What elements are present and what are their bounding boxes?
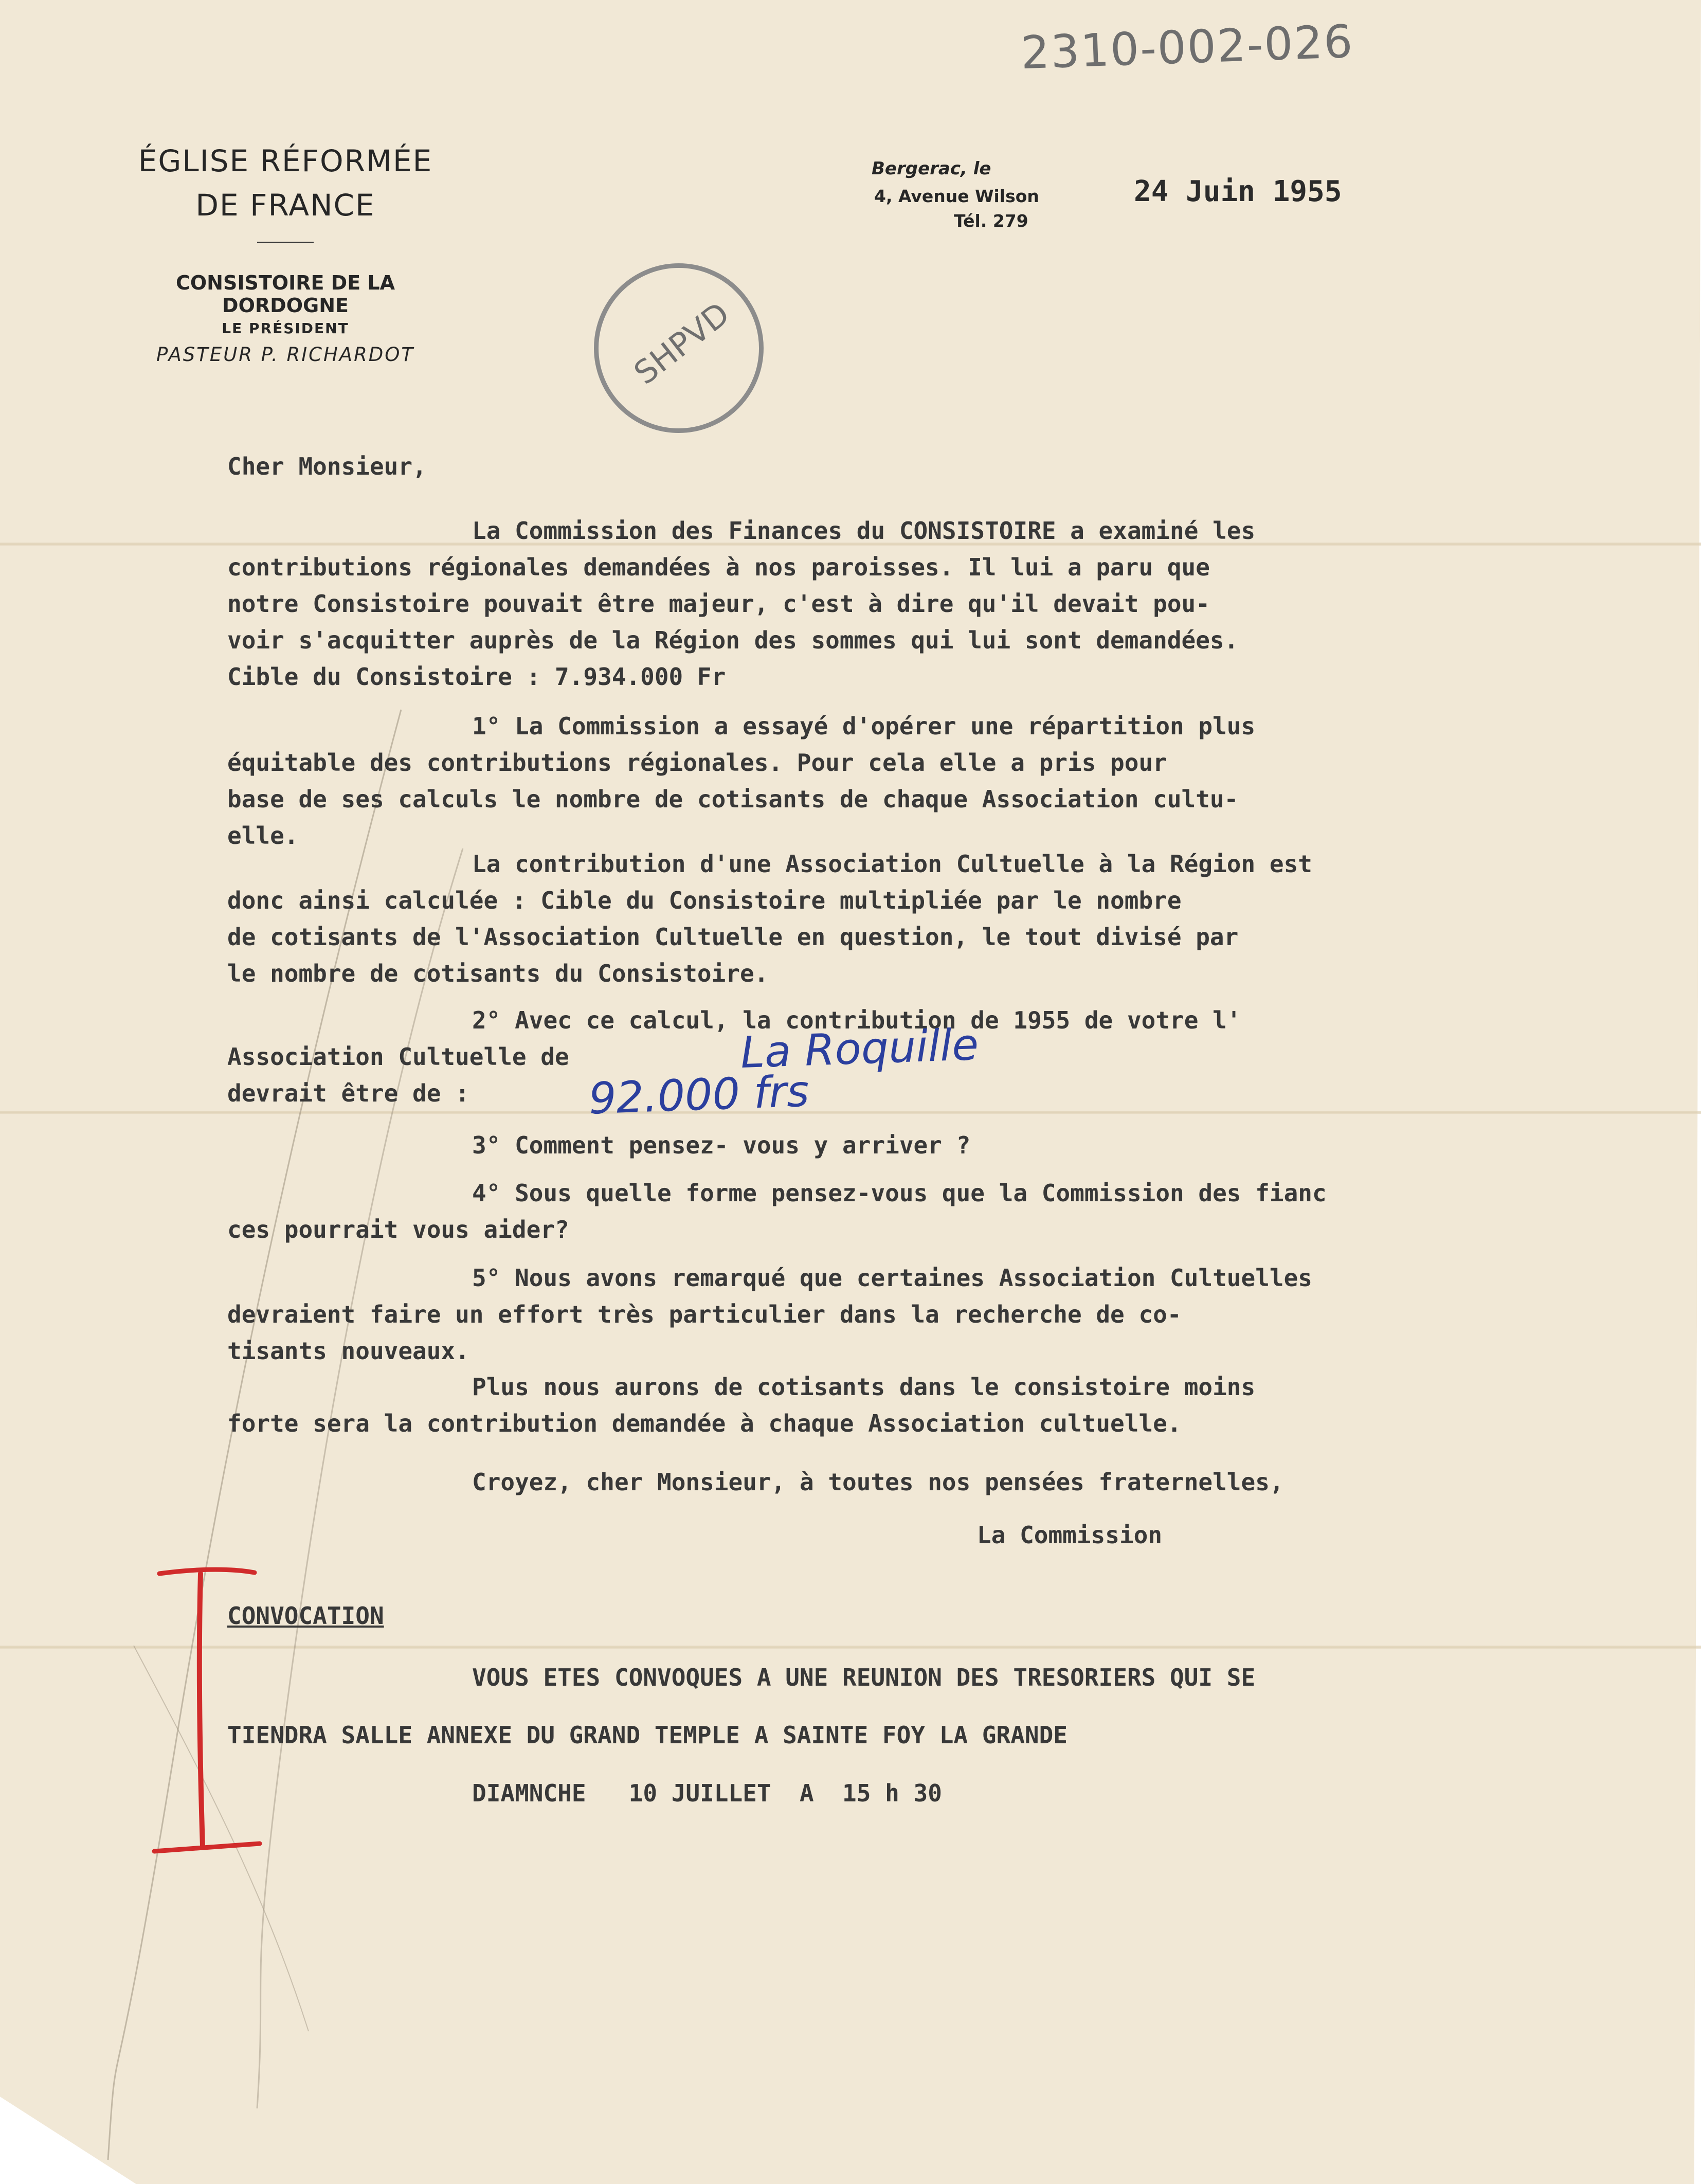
- archive-stamp: [594, 263, 764, 433]
- convocation-title: CONVOCATION: [227, 1602, 384, 1630]
- letterhead-divider: [257, 242, 314, 243]
- body-p7-line1: 5° Nous avons remarqué que certaines Association Cultuelles: [472, 1264, 1312, 1292]
- letterhead-president-name: PASTEUR P. RICHARDOT: [156, 344, 415, 366]
- signature: La Commission: [977, 1521, 1163, 1549]
- body-p4-line1: 2° Avec ce calcul, la contribution de 1955 de votre l': [472, 1006, 1241, 1034]
- body-p1-line5: Cible du Consistoire : 7.934.000 Fr: [227, 663, 726, 691]
- body-p3-line3: de cotisants de l'Association Cultuelle en question, le tout divisé par: [227, 923, 1239, 951]
- body-p2-line1: 1° La Commission a essayé d'opérer une répartition plus: [472, 712, 1256, 740]
- body-p6-line1: 4° Sous quelle forme pensez-vous que la Commission des fianc: [472, 1179, 1327, 1207]
- body-p1-line4: voir s'acquitter auprès de la Région des sommes qui lui sont demandées.: [227, 626, 1239, 654]
- salutation: Cher Monsieur,: [227, 453, 427, 480]
- body-p3-line1: La contribution d'une Association Cultuelle à la Région est: [472, 850, 1312, 878]
- archive-number: 2310-002-026: [1020, 14, 1354, 80]
- address-city: Bergerac, le: [872, 158, 991, 179]
- body-p3-line2: donc ainsi calculée : Cible du Consistoire multipliée par le nombre: [227, 887, 1182, 914]
- letter-date: 24 Juin 1955: [1134, 175, 1342, 208]
- body-p4-line3: devrait être de :: [227, 1079, 469, 1107]
- body-p7-line3: tisants nouveaux.: [227, 1337, 469, 1365]
- address-telephone: Tél. 279: [954, 211, 1028, 231]
- body-p3-line4: le nombre de cotisants du Consistoire.: [227, 960, 769, 987]
- body-p7-line2: devraient faire un effort très particulier dans la recherche de co-: [227, 1301, 1182, 1328]
- letterhead-consistory: CONSISTOIRE DE LA DORDOGNE: [175, 272, 395, 317]
- body-p1-line2: contributions régionales demandées à nos paroisses. Il lui a paru que: [227, 553, 1210, 581]
- body-p8-line1: Plus nous aurons de cotisants dans le consistoire moins: [472, 1373, 1256, 1401]
- address-street: 4, Avenue Wilson: [874, 186, 1039, 206]
- body-p1-line1: La Commission des Finances du CONSISTOIRE a examiné les: [472, 517, 1256, 545]
- body-p4-line2: Association Cultuelle de: [227, 1043, 569, 1071]
- handwritten-amount: 92.000 frs: [588, 1066, 810, 1124]
- body-p6-line2: ces pourrait vous aider?: [227, 1216, 569, 1243]
- body-p2-line4: elle.: [227, 822, 299, 850]
- letterhead-church: [111, 139, 460, 227]
- convocation-line3: DIAMNCHE 10 JUILLET A 15 h 30: [472, 1779, 942, 1807]
- body-p5-line1: 3° Comment pensez- vous y arriver ?: [472, 1131, 971, 1159]
- letterhead-president-title: LE PRÉSIDENT: [222, 320, 349, 337]
- convocation-line2: TIENDRA SALLE ANNEXE DU GRAND TEMPLE A SAINTE FOY LA GRANDE: [227, 1721, 1067, 1749]
- handwritten-parish: La Roquille: [739, 1019, 980, 1078]
- convocation-line1: VOUS ETES CONVOQUES A UNE REUNION DES TRESORIERS QUI SE: [472, 1664, 1256, 1691]
- stamp-text: SHPVD: [627, 295, 737, 392]
- body-p2-line2: équitable des contributions régionales. Pour cela elle a pris pour: [227, 749, 1167, 777]
- fold-line: [0, 1111, 1701, 1114]
- body-p8-line2: forte sera la contribution demandée à chaque Association cultuelle.: [227, 1410, 1182, 1437]
- body-p2-line3: base de ses calculs le nombre de cotisants de chaque Association cultu-: [227, 785, 1239, 813]
- letterhead-church-line2: DE FRANCE: [195, 188, 375, 223]
- letterhead-church-line1: ÉGLISE RÉFORMÉE: [138, 143, 433, 178]
- closing: Croyez, cher Monsieur, à toutes nos pensées fraternelles,: [472, 1468, 1284, 1496]
- body-p1-line3: notre Consistoire pouvait être majeur, c'est à dire qu'il devait pou-: [227, 590, 1210, 618]
